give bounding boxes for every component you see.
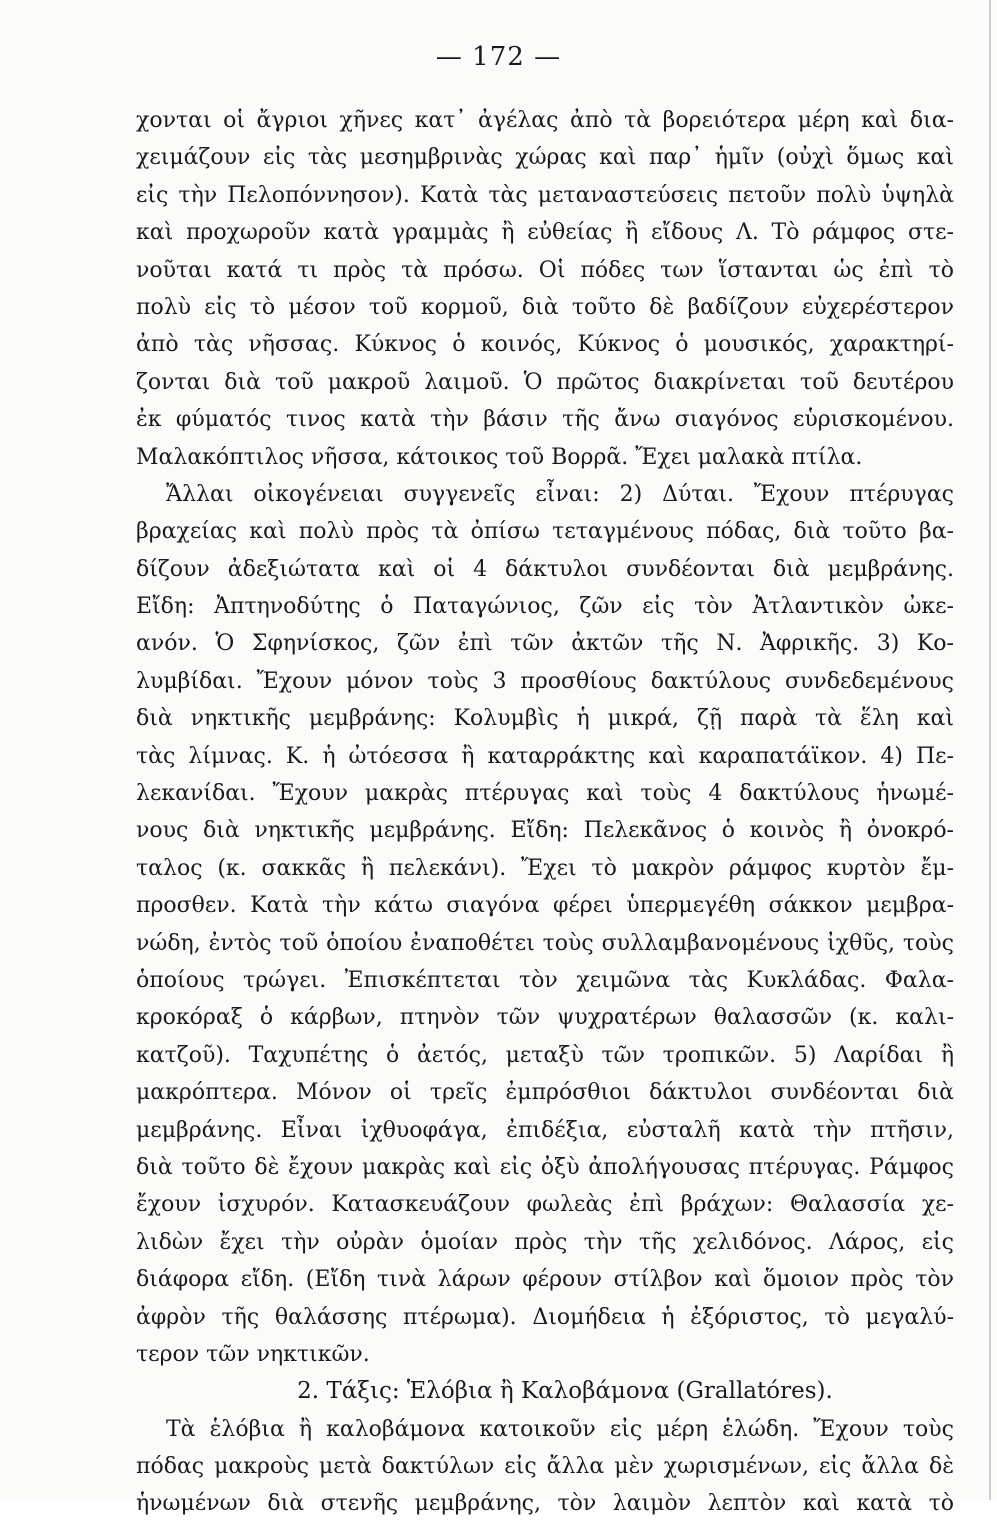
text-line: ἀφρὸν τῆς θαλάσσης πτέρωμα). Διομήδεια ἡ ἐξόριστος, τὸ μεγαλύ-: [136, 1304, 954, 1330]
text-line: ὁποίους τρώγει. Ἐπισκέπτεται τὸν χειμῶνα τὰς Κυκλάδας. Φαλα-: [136, 967, 954, 993]
text-line: λυμβίδαι. Ἔχουν μόνον τοὺς 3 προσθίους δακτύλους συνδεδεμένους: [136, 668, 954, 694]
page-number: — 172 —: [435, 42, 562, 72]
text-line: τερον τῶν νηκτικῶν.: [136, 1341, 370, 1367]
text-line: χειμάζουν εἰς τὰς μεσημβρινὰς χώρας καὶ παρ᾿ ἡμῖν (οὐχὶ ὅμως καὶ: [136, 145, 954, 171]
text-line: κατζοῦ). Ταχυπέτης ὁ ἀετός, μεταξὺ τῶν τροπικῶν. 5) Λαρίδαι ἢ: [136, 1042, 954, 1068]
text-line: ἔχουν ἰσχυρόν. Κατασκευάζουν φωλεὰς ἐπὶ βράχων: Θαλασσία χε-: [136, 1192, 954, 1218]
text-line: λεκανίδαι. Ἔχουν μακρὰς πτέρυγας καὶ τοὺς 4 δακτύλους ἡνωμέ-: [136, 781, 954, 807]
section-heading: 2. Τάξις: Ἑλόβια ἢ Καλοβάμονα (Grallatóres).: [297, 1378, 833, 1405]
text-line: νοῦται κατά τι πρὸς τὰ πρόσω. Οἱ πόδες των ἵστανται ὡς ἐπὶ τὸ: [136, 257, 954, 283]
text-line: ἐκ φύματός τινος κατὰ τὴν βάσιν τῆς ἄνω σιαγόνος εὑρισκομένου.: [136, 407, 954, 433]
text-line: κροκόραξ ὁ κάρβων, πτηνὸν τῶν ψυχρατέρων θαλασσῶν (κ. καλι-: [136, 1005, 954, 1031]
text-line: ανόν. Ὁ Σφηνίσκος, ζῶν ἐπὶ τῶν ἀκτῶν τῆς Ν. Ἀφρικῆς. 3) Κο-: [136, 631, 954, 657]
text-line: νους διὰ νηκτικῆς μεμβράνης. Εἴδη: Πελεκᾶνος ὁ κοινὸς ἢ ὀνοκρό-: [136, 818, 954, 844]
text-line: καὶ προχωροῦν κατὰ γραμμὰς ἢ εὐθείας ἢ εἴδους Λ. Τὸ ράμφος στε-: [136, 220, 954, 246]
text-line: διὰ τοῦτο δὲ ἔχουν μακρὰς καὶ εἰς ὀξὺ ἀπολήγουσας πτέρυγας. Ράμφος: [136, 1154, 954, 1180]
text-line: διὰ νηκτικῆς μεμβράνης: Κολυμβὶς ἡ μικρά, ζῇ παρὰ τὰ ἕλη καὶ: [136, 706, 954, 732]
text-line: χονται οἱ ἄγριοι χῆνες κατ᾿ ἀγέλας ἀπὸ τὰ βορειότερα μέρη καὶ δια-: [136, 108, 954, 133]
page-edge: [989, 0, 991, 1500]
text-line: Ἄλλαι οἰκογένειαι συγγενεῖς εἶναι: 2) Δύται. Ἔχουν πτέρυγας: [166, 481, 954, 507]
text-line: ἡνωμένων διὰ στενῆς μεμβράνης, τὸν λαιμὸν λεπτὸν καὶ κατὰ τὸ: [136, 1491, 954, 1517]
text-line: Τὰ ἑλόβια ἢ καλοβάμονα κατοικοῦν εἰς μέρη ἑλώδη. Ἔχουν τοὺς: [166, 1416, 954, 1442]
text-line: νώδη, ἐντὸς τοῦ ὁποίου ἐναποθέτει τοὺς συλλαμβανομένους ἰχθῦς, τοὺς: [136, 930, 954, 956]
text-line: εἰς τὴν Πελοπόννησον). Κατὰ τὰς μεταναστεύσεις πετοῦν πολὺ ὑψηλὰ: [136, 182, 954, 208]
text-line: μακρόπτερα. Μόνον οἱ τρεῖς ἐμπρόσθιοι δάκτυλοι συνδέονται διὰ: [136, 1080, 954, 1106]
text-line: τὰς λίμνας. Κ. ἡ ὠτόεσσα ἢ καταρράκτης καὶ καραπατάϊκον. 4) Πε-: [136, 743, 954, 769]
text-line: μεμβράνης. Εἶναι ἰχθυοφάγα, ἐπιδέξια, εὐσταλῆ κατὰ τὴν πτῆσιν,: [136, 1117, 954, 1143]
text-line: ἀπὸ τὰς νῆσσας. Κύκνος ὁ κοινός, Κύκνος ὁ μουσικός, χαρακτηρί-: [136, 332, 954, 358]
text-line: πόδας μακροὺς μετὰ δακτύλων εἰς ἄλλα μὲν χωρισμένων, εἰς ἄλλα δὲ: [136, 1454, 954, 1480]
text-line: πολὺ εἰς τὸ μέσον τοῦ κορμοῦ, διὰ τοῦτο δὲ βαδίζουν εὐχερέστερον: [136, 294, 954, 320]
text-line: Μαλακόπτιλος νῆσσα, κάτοικος τοῦ Βορρᾶ. Ἔχει μαλακὰ πτίλα.: [136, 444, 863, 470]
body-text: [136, 102, 954, 1523]
text-line: δίζουν ἀδεξιώτατα καὶ οἱ 4 δάκτυλοι συνδέονται διὰ μεμβράνης.: [136, 556, 954, 582]
text-line: ταλος (κ. σακκᾶς ἢ πελεκάνι). Ἔχει τὸ μακρὸν ράμφος κυρτὸν ἔμ-: [136, 855, 954, 881]
text-line: ζονται διὰ τοῦ μακροῦ λαιμοῦ. Ὁ πρῶτος διακρίνεται τοῦ δευτέρου: [136, 369, 954, 395]
text-line: προσθεν. Κατὰ τὴν κάτω σιαγόνα φέρει ὑπερμεγέθη σάκκον μεμβρα-: [136, 893, 954, 919]
text-line: διάφορα εἴδη. (Εἴδη τινὰ λάρων φέρουν στίλβον καὶ ὅμοιον πρὸς τὸν: [136, 1267, 954, 1293]
text-line: λιδὼν ἔχει τὴν οὐρὰν ὁμοίαν πρὸς τὴν τῆς χελιδόνος. Λάρος, εἰς: [136, 1229, 954, 1255]
text-line: βραχείας καὶ πολὺ πρὸς τὰ ὀπίσω τεταγμένους πόδας, διὰ τοῦτο βα-: [136, 519, 954, 545]
text-line: Εἴδη: Ἀπτηνοδύτης ὁ Παταγώνιος, ζῶν εἰς τὸν Ἀτλαντικὸν ὠκε-: [136, 594, 954, 620]
